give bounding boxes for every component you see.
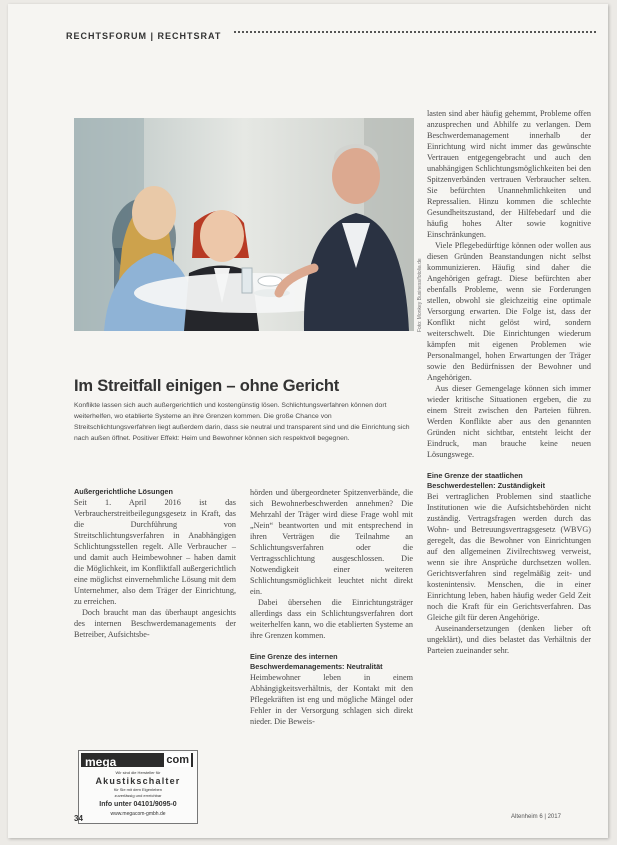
- paragraph: Bei vertraglichen Problemen sind staatliche Institutionen wie die Aufsichtsbehörden nicht zuständig. Vertragsfragen werden durch das Wohn- und Betreuungsvertragsgesetz (WBVG) geregelt, das die Bewohner von Einrichtungen auf den allgemeinen Zivilrechtsweg verweist, wenn sie ihre Ansprüche durchsetzen wollen. Gerichtsverfahren sind regelmäßig zeit- und kostenintensiv. Menschen, die in einer Einrichtung leben, haben häufig weder Geld Zeit noch die Kraft für ein Gerichtsverfahren. Das Gleiche gilt für deren Angehörige.: [427, 492, 591, 622]
- text-column-2: [250, 487, 413, 727]
- paragraph: Dabei übersehen die Einrichtungsträger allerdings dass ein Schlichtungsverfahren dort weiterhelfen kann, wo die etablierten Systeme an ihre Grenzen kommen.: [250, 598, 413, 640]
- header-dotted-rule: [234, 31, 596, 33]
- issue-footer: Altenheim 6 | 2017: [511, 814, 561, 820]
- paragraph: Heimbewohner leben in einem Abhängigkeitsverhältnis, der Kontakt mit den Pflegekräften ist eng und mögliche Mängel oder Fehler in der Versorgung schlagen sich direkt nieder. Die Beweis-: [250, 673, 413, 726]
- subhead-ausergerichtlich: Außergerichtliche Lösungen: [74, 487, 173, 496]
- paragraph: Auseinandersetzungen (denken lieber oft ungeklärt), und dies belastet das Verhältnis der Parteien zueinander sehr.: [427, 624, 591, 655]
- magazine-page: [8, 4, 608, 838]
- article-photo: [74, 118, 414, 331]
- section-header: [66, 26, 596, 41]
- subhead-zustaendigkeit: Eine Grenze der staatlichen Beschwerdestellen: Zuständigkeit: [427, 471, 545, 490]
- text-column-3: [427, 108, 591, 656]
- section-label: RECHTSFORUM | RECHTSRAT: [66, 31, 222, 41]
- photo-credit: Foto: Monkey Business/fotolia.de: [417, 258, 423, 332]
- article-lead: Konflikte lassen sich auch außergerichtlich und kostengünstig lösen. Schlichtungsverfahren können dort weiterhelfen, wo etablierte Systeme an ihre Grenzen kommen. Die große Chance von Streitschlichtungsverfahren liegt außerdem darin, dass sie neutral und transparent sind und die Einrichtung sich nach außen öffnet. Positiver Effekt: Heim und Bewohner können sich respektvoll begegnen.: [74, 402, 410, 442]
- photo-meeting-illustration: [74, 118, 414, 331]
- text-column-1: [74, 487, 236, 640]
- ad-product: Akustikschalter: [95, 776, 181, 786]
- paragraph: Viele Pflegebedürftige können oder wollen aus diesen Gründen Beanstandungen nicht selbst kommunizieren. Häufig sind daher die Angehörigen gefragt. Diese befürchten aber ebenfalls Probleme, wenn sie Forderungen stellen, obwohl sie gleichzeitig eine optimale Versorgung erwarten. Die Folge ist, dass der Konflikt nicht gelöst wird, sondern weiterschwelt. Die Einrichtungen wiederum kämpfen mit eigenen Problemen wie Personalmangel, hohen Erwartungen der Träger sowie den Bedürfnissen der Bewohner und Angehörigen.: [427, 241, 591, 382]
- paragraph: hörden und übergeordneter Spitzenverbände, die sich Bewohnerbeschwerden annehmen? Die Mehrzahl der Träger wird diese Frage wohl mit „Nein“ beantworten und mit entsprechend in ihren Verträgen die Teilnahme an Schlichtungsverfahren oder die Vertragsschlichtung ausgeschlossen. Die Notwendigkeit einer weiteren Schlichtungsmöglichkeit leuchtet nicht direkt ein.: [250, 488, 413, 596]
- paragraph: lasten sind aber häufig gehemmt, Probleme offen anzusprechen und Abhilfe zu verlangen. Dem Beschwerdemanagement innerhalb der Einrichtung wird nicht immer das gewünschte Vertrauen entgegengebracht und auch den unabhängigen Schlichtungsmöglichkeiten bei den Spitzenverbänden vertrauen Verbraucher selten. Sie befürchten Unannehmlichkeiten und Repressalien. Hinzu kommen die schlechte Gesundheitszustand, der Hilfebedarf und die häufig hohes Alter sowie kognitive Einschränkungen.: [427, 109, 591, 239]
- ad-contact: Info unter 04101/9095-0: [99, 801, 177, 808]
- ad-website-link[interactable]: www.megacom-gmbh.de: [110, 811, 166, 817]
- ad-line-4: zuverlässig und erreichbar: [114, 793, 162, 798]
- advertisement-megacom[interactable]: [78, 750, 198, 824]
- paragraph: Doch braucht man das überhaupt angesichts des internen Beschwerdemanagements der Betreiber, Aufsichtsbe-: [74, 608, 236, 639]
- page-number: 34: [74, 814, 83, 823]
- paragraph: Seit 1. April 2016 ist das Verbraucherstreitbeilegungsgesetz in Kraft, das die Durchführung von Streitschlichtungsverfahren in Anabhängigen Schlichtungsstellen regelt. Alle Verbraucher – und damit auch Heimbewohner – haben damit die Möglichkeit, im Konfliktfall außergerichtlich eine möglichst einvernehmliche Lösung mit dem Unternehmer, also dem Träger der Einrichtung, zu erreichen.: [74, 498, 236, 606]
- ad-line-3: für Sie mit dem Eigenleben: [113, 787, 163, 792]
- ad-tagline: Wir sind die Hersteller für: [115, 770, 161, 775]
- subhead-neutralitaet: Eine Grenze des internen Beschwerdemanagements: Neutralität: [250, 652, 383, 671]
- article-title: Im Streitfall einigen – ohne Gericht: [74, 377, 340, 395]
- megacom-logo: mega com: [81, 753, 193, 767]
- paragraph: Aus dieser Gemengelage können sich immer wieder kritische Situationen ergeben, die zu einem Streit zwischen den Parteien führen. Werden Konflikte aber aus den genannten Gründen nicht sichtbar, entsteht leicht der Eindruck, man brauche keine neuen Lösungswege.: [427, 384, 591, 459]
